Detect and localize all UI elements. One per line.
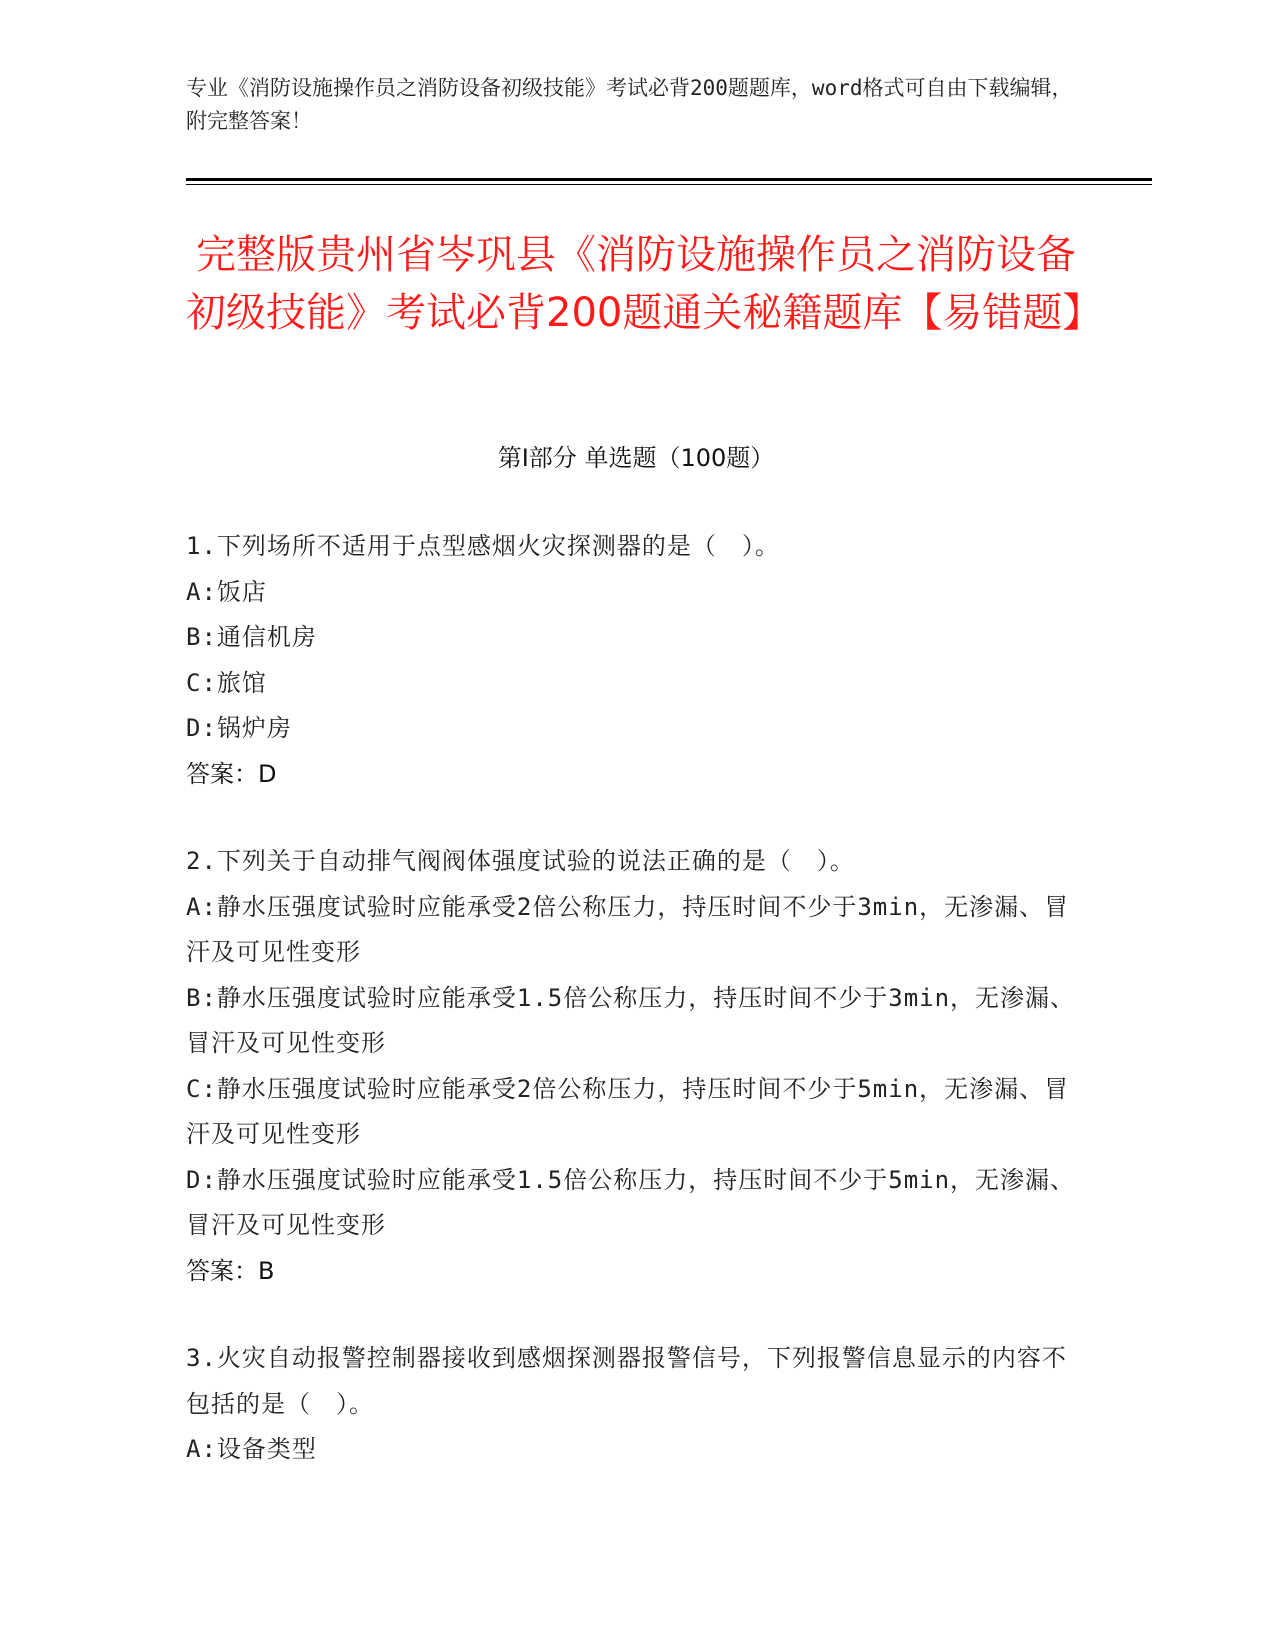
- option-a: A:设备类型: [186, 1435, 317, 1463]
- option-d: D:静水压强度试验时应能承受1.5倍公称压力，持压时间不少于5min，无渗漏、冒汗及可见性变形: [186, 1165, 1076, 1239]
- header-divider-thin: [186, 184, 1152, 185]
- question-list: [186, 524, 1086, 1515]
- option-c: C:静水压强度试验时应能承受2倍公称压力，持压时间不少于5min，无渗漏、冒汗及可见性变形: [186, 1074, 1070, 1148]
- document-title: 完整版贵州省岑巩县《消防设施操作员之消防设备初级技能》考试必背200题通关秘籍题库【易错题】: [186, 232, 1103, 336]
- question-stem: 2.下列关于自动排气阀阀体强度试验的说法正确的是（ ）。: [186, 847, 855, 875]
- option-c: C:旅馆: [186, 668, 267, 697]
- option-a: A:饭店: [186, 577, 267, 606]
- option-a: A:静水压强度试验时应能承受2倍公称压力，持压时间不少于3min，无渗漏、冒汗及可见性变形: [186, 892, 1070, 966]
- question-stem: 3.火灾自动报警控制器接收到感烟探测器报警信号，下列报警信息显示的内容不包括的是（ ）。: [186, 1344, 1067, 1418]
- question-1: [186, 524, 1086, 797]
- header-divider-thick: [186, 178, 1152, 181]
- answer: 答案：D: [186, 759, 277, 788]
- question-stem: 1.下列场所不适用于点型感烟火灾探测器的是（ ）。: [186, 532, 780, 560]
- section-title: 第I部分 单选题（100题）: [497, 444, 775, 472]
- question-3: [186, 1336, 1086, 1473]
- question-2: [186, 839, 1086, 1294]
- option-b: B:静水压强度试验时应能承受1.5倍公称压力，持压时间不少于3min，无渗漏、冒汗及可见性变形: [186, 983, 1076, 1057]
- answer: 答案：B: [186, 1256, 275, 1285]
- option-d: D:锅炉房: [186, 714, 292, 742]
- option-b: B:通信机房: [186, 623, 317, 651]
- header-note: 专业《消防设施操作员之消防设备初级技能》考试必背200题题库，word格式可自由下载编辑，附完整答案！: [186, 76, 1073, 133]
